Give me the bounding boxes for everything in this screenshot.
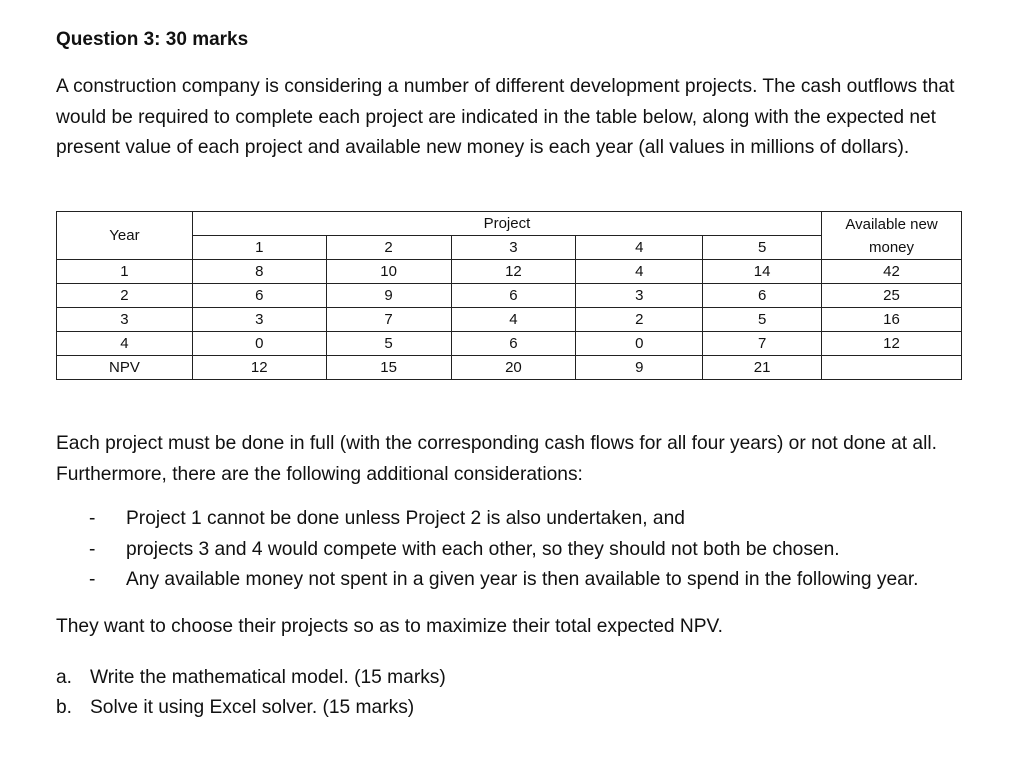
cash-cell: 5 bbox=[326, 332, 451, 356]
npv-label: NPV bbox=[57, 356, 193, 380]
cash-cell: 6 bbox=[192, 284, 326, 308]
cash-cell: 14 bbox=[703, 260, 822, 284]
objective-text: They want to choose their projects so as to maximize their total expected NPV. bbox=[56, 615, 723, 637]
year-cell: 4 bbox=[57, 332, 193, 356]
cash-cell: 6 bbox=[703, 284, 822, 308]
part-marker: a. bbox=[56, 666, 73, 688]
cash-cell: 2 bbox=[576, 308, 703, 332]
cash-cell: 7 bbox=[326, 308, 451, 332]
part-marker: b. bbox=[56, 696, 73, 718]
cash-cell: 7 bbox=[703, 332, 822, 356]
year-header: Year bbox=[57, 212, 193, 260]
bullet-dash: - bbox=[89, 569, 96, 591]
cash-cell: 8 bbox=[192, 260, 326, 284]
project-number: 1 bbox=[192, 236, 326, 260]
question-page bbox=[56, 26, 966, 718]
consideration-text: Project 1 cannot be done unless Project 2 is also undertaken, and bbox=[126, 508, 685, 530]
bullet-dash: - bbox=[89, 538, 96, 560]
list-item bbox=[56, 504, 966, 535]
npv-cell: 12 bbox=[192, 356, 326, 380]
project-number: 5 bbox=[703, 236, 822, 260]
project-number: 2 bbox=[326, 236, 451, 260]
available-cell: 12 bbox=[822, 332, 962, 356]
table-row bbox=[57, 308, 962, 332]
cash-cell: 4 bbox=[451, 308, 576, 332]
cash-cell: 0 bbox=[192, 332, 326, 356]
considerations-section bbox=[56, 429, 966, 723]
list-item bbox=[56, 535, 966, 566]
cash-cell: 3 bbox=[192, 308, 326, 332]
available-cell: 42 bbox=[822, 260, 962, 284]
year-cell: 2 bbox=[57, 284, 193, 308]
question-parts bbox=[56, 663, 966, 723]
npv-cell: 15 bbox=[326, 356, 451, 380]
cash-cell: 6 bbox=[451, 284, 576, 308]
cash-cell: 4 bbox=[576, 260, 703, 284]
part-text: Solve it using Excel solver. (15 marks) bbox=[90, 696, 415, 718]
part-text: Write the mathematical model. (15 marks) bbox=[90, 666, 446, 688]
table-row bbox=[57, 332, 962, 356]
question-intro: A construction company is considering a number of different development projects. The cash outflows that would be required to complete each project are indicated in the table below, along with the expected net present value of each project and available new money is each year (all values in millions of dollars). bbox=[56, 76, 955, 159]
year-cell: 3 bbox=[57, 308, 193, 332]
available-cell: 25 bbox=[822, 284, 962, 308]
cash-flow-table bbox=[56, 211, 962, 380]
cash-cell: 9 bbox=[326, 284, 451, 308]
cash-cell: 10 bbox=[326, 260, 451, 284]
list-item bbox=[56, 693, 966, 723]
question-title: Question 3: 30 marks bbox=[56, 29, 249, 50]
available-cell: 16 bbox=[822, 308, 962, 332]
available-money-header: Available new money bbox=[822, 212, 962, 260]
consideration-text: Any available money not spent in a given year is then available to spend in the following year. bbox=[126, 569, 919, 591]
year-cell: 1 bbox=[57, 260, 193, 284]
project-header: Project bbox=[192, 212, 821, 236]
npv-cell: 20 bbox=[451, 356, 576, 380]
consideration-text: projects 3 and 4 would compete with each other, so they should not both be chosen. bbox=[126, 538, 840, 560]
bullet-dash: - bbox=[89, 508, 96, 530]
npv-cell: 9 bbox=[576, 356, 703, 380]
cash-cell: 5 bbox=[703, 308, 822, 332]
considerations-intro: Each project must be done in full (with the corresponding cash flows for all four years) or not done at all. Furthermore, there are the following additional considerations: bbox=[56, 433, 937, 485]
cash-cell: 6 bbox=[451, 332, 576, 356]
list-item bbox=[56, 565, 966, 596]
cash-cell: 0 bbox=[576, 332, 703, 356]
table-row bbox=[57, 260, 962, 284]
list-item bbox=[56, 663, 966, 693]
project-number: 3 bbox=[451, 236, 576, 260]
project-number: 4 bbox=[576, 236, 703, 260]
table-header-row bbox=[57, 212, 962, 236]
considerations-list bbox=[56, 504, 966, 596]
available-cell bbox=[822, 356, 962, 380]
cash-cell: 3 bbox=[576, 284, 703, 308]
table-row bbox=[57, 284, 962, 308]
cash-cell: 12 bbox=[451, 260, 576, 284]
npv-cell: 21 bbox=[703, 356, 822, 380]
npv-row bbox=[57, 356, 962, 380]
